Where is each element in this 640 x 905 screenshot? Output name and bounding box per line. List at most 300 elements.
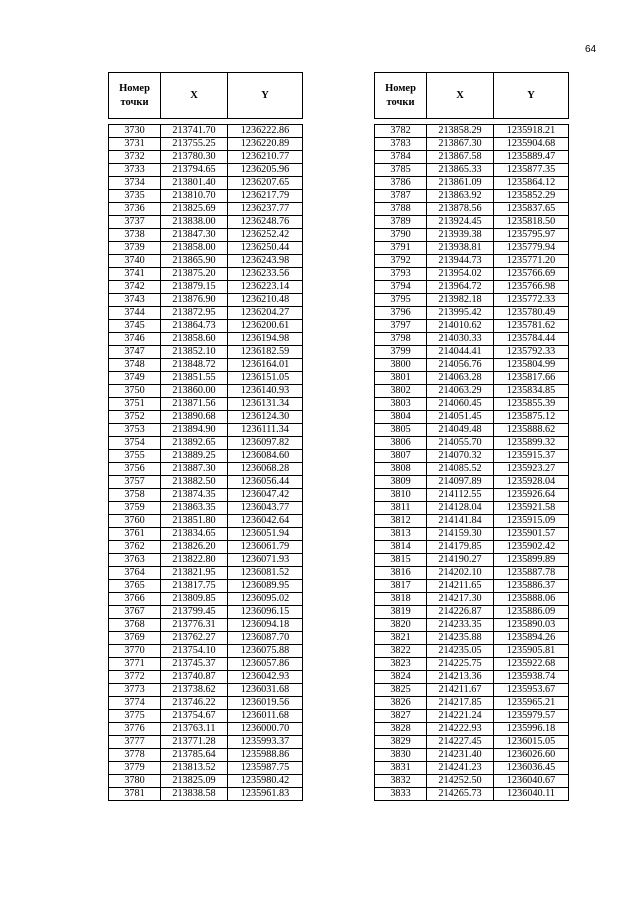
table-row (109, 385, 303, 398)
cell-x: 213874.35 (161, 489, 228, 502)
cell-y: 1235921.58 (494, 502, 569, 515)
cell-x: 214051.45 (427, 411, 494, 424)
table-row (109, 216, 303, 229)
cell-y: 1236151.05 (228, 372, 303, 385)
cell-x: 214227.45 (427, 736, 494, 749)
table-row (375, 294, 569, 307)
table-row (109, 398, 303, 411)
cell-x: 213871.56 (161, 398, 228, 411)
cell-point-number: 3742 (109, 281, 161, 294)
cell-y: 1236223.14 (228, 281, 303, 294)
cell-point-number: 3757 (109, 476, 161, 489)
cell-point-number: 3764 (109, 567, 161, 580)
cell-point-number: 3808 (375, 463, 427, 476)
header-point-number: Номер точки (109, 73, 161, 119)
cell-point-number: 3734 (109, 177, 161, 190)
cell-point-number: 3733 (109, 164, 161, 177)
cell-y: 1235905.81 (494, 645, 569, 658)
cell-y: 1235988.86 (228, 749, 303, 762)
cell-point-number: 3832 (375, 775, 427, 788)
cell-x: 214217.30 (427, 593, 494, 606)
cell-x: 213745.37 (161, 658, 228, 671)
cell-y: 1235922.68 (494, 658, 569, 671)
cell-point-number: 3829 (375, 736, 427, 749)
cell-y: 1236036.45 (494, 762, 569, 775)
cell-point-number: 3774 (109, 697, 161, 710)
cell-x: 214055.70 (427, 437, 494, 450)
cell-x: 213741.70 (161, 125, 228, 138)
cell-point-number: 3770 (109, 645, 161, 658)
table-row (375, 736, 569, 749)
cell-y: 1236026.60 (494, 749, 569, 762)
cell-point-number: 3739 (109, 242, 161, 255)
table-row (375, 125, 569, 138)
cell-y: 1236194.98 (228, 333, 303, 346)
cell-x: 213995.42 (427, 307, 494, 320)
cell-x: 213813.52 (161, 762, 228, 775)
cell-point-number: 3779 (109, 762, 161, 775)
cell-point-number: 3818 (375, 593, 427, 606)
cell-x: 213889.25 (161, 450, 228, 463)
cell-x: 214213.36 (427, 671, 494, 684)
cell-point-number: 3748 (109, 359, 161, 372)
cell-y: 1236217.79 (228, 190, 303, 203)
cell-x: 213762.27 (161, 632, 228, 645)
cell-y: 1236250.44 (228, 242, 303, 255)
header-y: Y (494, 73, 569, 119)
cell-point-number: 3773 (109, 684, 161, 697)
cell-point-number: 3813 (375, 528, 427, 541)
table-row (375, 151, 569, 164)
cell-y: 1235772.33 (494, 294, 569, 307)
cell-y: 1236047.42 (228, 489, 303, 502)
table-row (375, 385, 569, 398)
cell-point-number: 3738 (109, 229, 161, 242)
cell-point-number: 3792 (375, 255, 427, 268)
cell-y: 1236089.95 (228, 580, 303, 593)
cell-x: 214221.24 (427, 710, 494, 723)
cell-x: 213785.64 (161, 749, 228, 762)
table-row (375, 476, 569, 489)
cell-y: 1235766.69 (494, 268, 569, 281)
cell-x: 213740.87 (161, 671, 228, 684)
cell-point-number: 3780 (109, 775, 161, 788)
table-row (375, 164, 569, 177)
cell-x: 213810.70 (161, 190, 228, 203)
cell-x: 214190.27 (427, 554, 494, 567)
table-row (375, 489, 569, 502)
cell-y: 1236252.42 (228, 229, 303, 242)
coordinates-table-right (374, 72, 569, 801)
table-row (109, 242, 303, 255)
cell-x: 213851.80 (161, 515, 228, 528)
table-row (109, 333, 303, 346)
table-row (109, 424, 303, 437)
cell-x: 213746.22 (161, 697, 228, 710)
cell-y: 1235887.78 (494, 567, 569, 580)
table-row (109, 307, 303, 320)
cell-x: 213863.92 (427, 190, 494, 203)
cell-y: 1236097.82 (228, 437, 303, 450)
table-row (109, 528, 303, 541)
cell-x: 213863.35 (161, 502, 228, 515)
cell-y: 1235889.47 (494, 151, 569, 164)
cell-x: 214265.73 (427, 788, 494, 801)
cell-x: 213879.15 (161, 281, 228, 294)
table-row (109, 281, 303, 294)
cell-y: 1236233.56 (228, 268, 303, 281)
cell-y: 1236164.01 (228, 359, 303, 372)
table-row (109, 788, 303, 801)
cell-y: 1235886.09 (494, 606, 569, 619)
cell-point-number: 3783 (375, 138, 427, 151)
table-row (375, 645, 569, 658)
table-row (375, 528, 569, 541)
table-row (109, 736, 303, 749)
table-row (375, 554, 569, 567)
table-row (375, 684, 569, 697)
cell-y: 1235894.26 (494, 632, 569, 645)
cell-y: 1236042.93 (228, 671, 303, 684)
table-body-left (109, 125, 303, 801)
cell-y: 1236071.93 (228, 554, 303, 567)
cell-point-number: 3731 (109, 138, 161, 151)
cell-y: 1236210.77 (228, 151, 303, 164)
cell-x: 214217.85 (427, 697, 494, 710)
cell-y: 1235875.12 (494, 411, 569, 424)
cell-x: 214235.88 (427, 632, 494, 645)
cell-point-number: 3800 (375, 359, 427, 372)
table-row (375, 359, 569, 372)
cell-y: 1235902.42 (494, 541, 569, 554)
cell-x: 213864.73 (161, 320, 228, 333)
cell-point-number: 3752 (109, 411, 161, 424)
cell-x: 214231.40 (427, 749, 494, 762)
cell-x: 213924.45 (427, 216, 494, 229)
cell-x: 214211.65 (427, 580, 494, 593)
cell-x: 213892.65 (161, 437, 228, 450)
cell-x: 213939.38 (427, 229, 494, 242)
table-row (375, 697, 569, 710)
table-row (375, 541, 569, 554)
cell-x: 213825.69 (161, 203, 228, 216)
cell-x: 214085.52 (427, 463, 494, 476)
table-row (109, 255, 303, 268)
cell-x: 214226.87 (427, 606, 494, 619)
table-row (109, 671, 303, 684)
cell-point-number: 3826 (375, 697, 427, 710)
table-row (375, 372, 569, 385)
table-row (109, 567, 303, 580)
cell-point-number: 3816 (375, 567, 427, 580)
cell-point-number: 3801 (375, 372, 427, 385)
cell-y: 1236124.30 (228, 411, 303, 424)
cell-y: 1235987.75 (228, 762, 303, 775)
cell-x: 213771.28 (161, 736, 228, 749)
cell-x: 213865.90 (161, 255, 228, 268)
cell-y: 1236204.27 (228, 307, 303, 320)
cell-x: 213817.75 (161, 580, 228, 593)
table-row (109, 190, 303, 203)
cell-x: 213825.09 (161, 775, 228, 788)
cell-y: 1236042.64 (228, 515, 303, 528)
cell-x: 213763.11 (161, 723, 228, 736)
cell-x: 213851.55 (161, 372, 228, 385)
cell-y: 1236096.15 (228, 606, 303, 619)
cell-y: 1235780.49 (494, 307, 569, 320)
cell-y: 1235888.62 (494, 424, 569, 437)
table-row (375, 632, 569, 645)
cell-point-number: 3745 (109, 320, 161, 333)
table-row (375, 281, 569, 294)
cell-point-number: 3735 (109, 190, 161, 203)
table-row (109, 554, 303, 567)
cell-point-number: 3820 (375, 619, 427, 632)
table-row (109, 151, 303, 164)
table-row (375, 177, 569, 190)
cell-x: 213954.02 (427, 268, 494, 281)
table-row (375, 268, 569, 281)
page-number: 64 (585, 44, 597, 55)
cell-x: 213894.90 (161, 424, 228, 437)
cell-point-number: 3814 (375, 541, 427, 554)
table-body-right (375, 125, 569, 801)
table-row (375, 515, 569, 528)
table-row (375, 710, 569, 723)
cell-point-number: 3732 (109, 151, 161, 164)
cell-x: 213882.50 (161, 476, 228, 489)
table-row (375, 775, 569, 788)
cell-x: 214070.32 (427, 450, 494, 463)
cell-x: 213878.56 (427, 203, 494, 216)
table-row (375, 424, 569, 437)
cell-x: 214225.75 (427, 658, 494, 671)
cell-point-number: 3796 (375, 307, 427, 320)
cell-x: 214060.45 (427, 398, 494, 411)
cell-point-number: 3794 (375, 281, 427, 294)
cell-x: 213867.30 (427, 138, 494, 151)
table-row (375, 437, 569, 450)
cell-x: 213944.73 (427, 255, 494, 268)
cell-point-number: 3765 (109, 580, 161, 593)
cell-y: 1235953.67 (494, 684, 569, 697)
cell-y: 1236237.77 (228, 203, 303, 216)
cell-y: 1236131.34 (228, 398, 303, 411)
cell-y: 1235926.64 (494, 489, 569, 502)
cell-x: 213890.68 (161, 411, 228, 424)
cell-point-number: 3759 (109, 502, 161, 515)
cell-x: 213801.40 (161, 177, 228, 190)
cell-y: 1235938.74 (494, 671, 569, 684)
cell-y: 1235792.33 (494, 346, 569, 359)
cell-x: 213799.45 (161, 606, 228, 619)
cell-y: 1236182.59 (228, 346, 303, 359)
cell-x: 213938.81 (427, 242, 494, 255)
coordinates-table-left (108, 72, 303, 801)
cell-y: 1235899.89 (494, 554, 569, 567)
table-row (109, 229, 303, 242)
table-row (109, 177, 303, 190)
cell-point-number: 3825 (375, 684, 427, 697)
cell-y: 1235918.21 (494, 125, 569, 138)
cell-y: 1236200.61 (228, 320, 303, 333)
cell-point-number: 3787 (375, 190, 427, 203)
cell-point-number: 3769 (109, 632, 161, 645)
cell-point-number: 3777 (109, 736, 161, 749)
table-row (375, 749, 569, 762)
table-row (375, 658, 569, 671)
cell-y: 1236011.68 (228, 710, 303, 723)
cell-point-number: 3810 (375, 489, 427, 502)
cell-point-number: 3823 (375, 658, 427, 671)
cell-x: 214141.84 (427, 515, 494, 528)
cell-x: 213754.67 (161, 710, 228, 723)
cell-y: 1235899.32 (494, 437, 569, 450)
cell-x: 213780.30 (161, 151, 228, 164)
cell-y: 1235771.20 (494, 255, 569, 268)
cell-x: 213887.30 (161, 463, 228, 476)
table-row (375, 203, 569, 216)
table-row (109, 359, 303, 372)
cell-y: 1236243.98 (228, 255, 303, 268)
cell-x: 213875.20 (161, 268, 228, 281)
cell-x: 213860.00 (161, 385, 228, 398)
cell-point-number: 3778 (109, 749, 161, 762)
cell-point-number: 3799 (375, 346, 427, 359)
cell-x: 213822.80 (161, 554, 228, 567)
table-row (109, 411, 303, 424)
table-row (375, 398, 569, 411)
cell-x: 214097.89 (427, 476, 494, 489)
cell-x: 214049.48 (427, 424, 494, 437)
cell-point-number: 3775 (109, 710, 161, 723)
cell-x: 213876.90 (161, 294, 228, 307)
table-row (109, 450, 303, 463)
cell-y: 1235923.27 (494, 463, 569, 476)
table-row (375, 723, 569, 736)
cell-point-number: 3743 (109, 294, 161, 307)
cell-point-number: 3806 (375, 437, 427, 450)
cell-point-number: 3730 (109, 125, 161, 138)
table-row (109, 762, 303, 775)
cell-point-number: 3737 (109, 216, 161, 229)
table-row (375, 463, 569, 476)
table-row (375, 606, 569, 619)
cell-point-number: 3822 (375, 645, 427, 658)
cell-y: 1236111.34 (228, 424, 303, 437)
cell-point-number: 3819 (375, 606, 427, 619)
cell-x: 214112.55 (427, 489, 494, 502)
cell-x: 214044.41 (427, 346, 494, 359)
table-row (375, 580, 569, 593)
table-row (375, 671, 569, 684)
cell-y: 1235837.65 (494, 203, 569, 216)
cell-y: 1236087.70 (228, 632, 303, 645)
cell-point-number: 3772 (109, 671, 161, 684)
cell-y: 1235915.37 (494, 450, 569, 463)
cell-point-number: 3736 (109, 203, 161, 216)
cell-y: 1235996.18 (494, 723, 569, 736)
cell-x: 213838.58 (161, 788, 228, 801)
cell-y: 1236061.79 (228, 541, 303, 554)
table-row (109, 710, 303, 723)
cell-x: 213872.95 (161, 307, 228, 320)
cell-x: 213964.72 (427, 281, 494, 294)
table-row (375, 190, 569, 203)
cell-point-number: 3776 (109, 723, 161, 736)
cell-point-number: 3790 (375, 229, 427, 242)
cell-point-number: 3753 (109, 424, 161, 437)
cell-x: 214233.35 (427, 619, 494, 632)
table-row (109, 541, 303, 554)
table-row (375, 333, 569, 346)
cell-y: 1236094.18 (228, 619, 303, 632)
cell-point-number: 3766 (109, 593, 161, 606)
table-row (109, 632, 303, 645)
cell-point-number: 3789 (375, 216, 427, 229)
table-row (109, 476, 303, 489)
cell-x: 214128.04 (427, 502, 494, 515)
cell-x: 214179.85 (427, 541, 494, 554)
table-row (109, 593, 303, 606)
table-row (109, 164, 303, 177)
cell-y: 1235784.44 (494, 333, 569, 346)
cell-x: 213754.10 (161, 645, 228, 658)
cell-point-number: 3741 (109, 268, 161, 281)
header-point-number: Номер точки (375, 73, 427, 119)
table-row (109, 320, 303, 333)
table-row (109, 203, 303, 216)
cell-x: 213826.20 (161, 541, 228, 554)
cell-y: 1235993.37 (228, 736, 303, 749)
table-row (109, 658, 303, 671)
cell-point-number: 3756 (109, 463, 161, 476)
cell-y: 1235766.98 (494, 281, 569, 294)
table-row (375, 762, 569, 775)
cell-y: 1236207.65 (228, 177, 303, 190)
cell-y: 1235877.35 (494, 164, 569, 177)
table-row (109, 723, 303, 736)
table-row (375, 450, 569, 463)
cell-x: 214056.76 (427, 359, 494, 372)
cell-point-number: 3762 (109, 541, 161, 554)
cell-point-number: 3768 (109, 619, 161, 632)
cell-y: 1236031.68 (228, 684, 303, 697)
cell-point-number: 3817 (375, 580, 427, 593)
cell-y: 1236075.88 (228, 645, 303, 658)
cell-x: 213776.31 (161, 619, 228, 632)
cell-point-number: 3788 (375, 203, 427, 216)
cell-x: 213809.85 (161, 593, 228, 606)
cell-y: 1235904.68 (494, 138, 569, 151)
cell-point-number: 3827 (375, 710, 427, 723)
cell-y: 1236248.76 (228, 216, 303, 229)
table-row (375, 229, 569, 242)
cell-x: 214063.28 (427, 372, 494, 385)
cell-x: 213867.58 (427, 151, 494, 164)
cell-x: 213847.30 (161, 229, 228, 242)
table-row (109, 463, 303, 476)
table-row (109, 697, 303, 710)
cell-x: 214252.50 (427, 775, 494, 788)
table-row (375, 216, 569, 229)
cell-point-number: 3791 (375, 242, 427, 255)
cell-point-number: 3782 (375, 125, 427, 138)
table-row (109, 294, 303, 307)
table-row (109, 502, 303, 515)
cell-point-number: 3793 (375, 268, 427, 281)
cell-y: 1236015.05 (494, 736, 569, 749)
